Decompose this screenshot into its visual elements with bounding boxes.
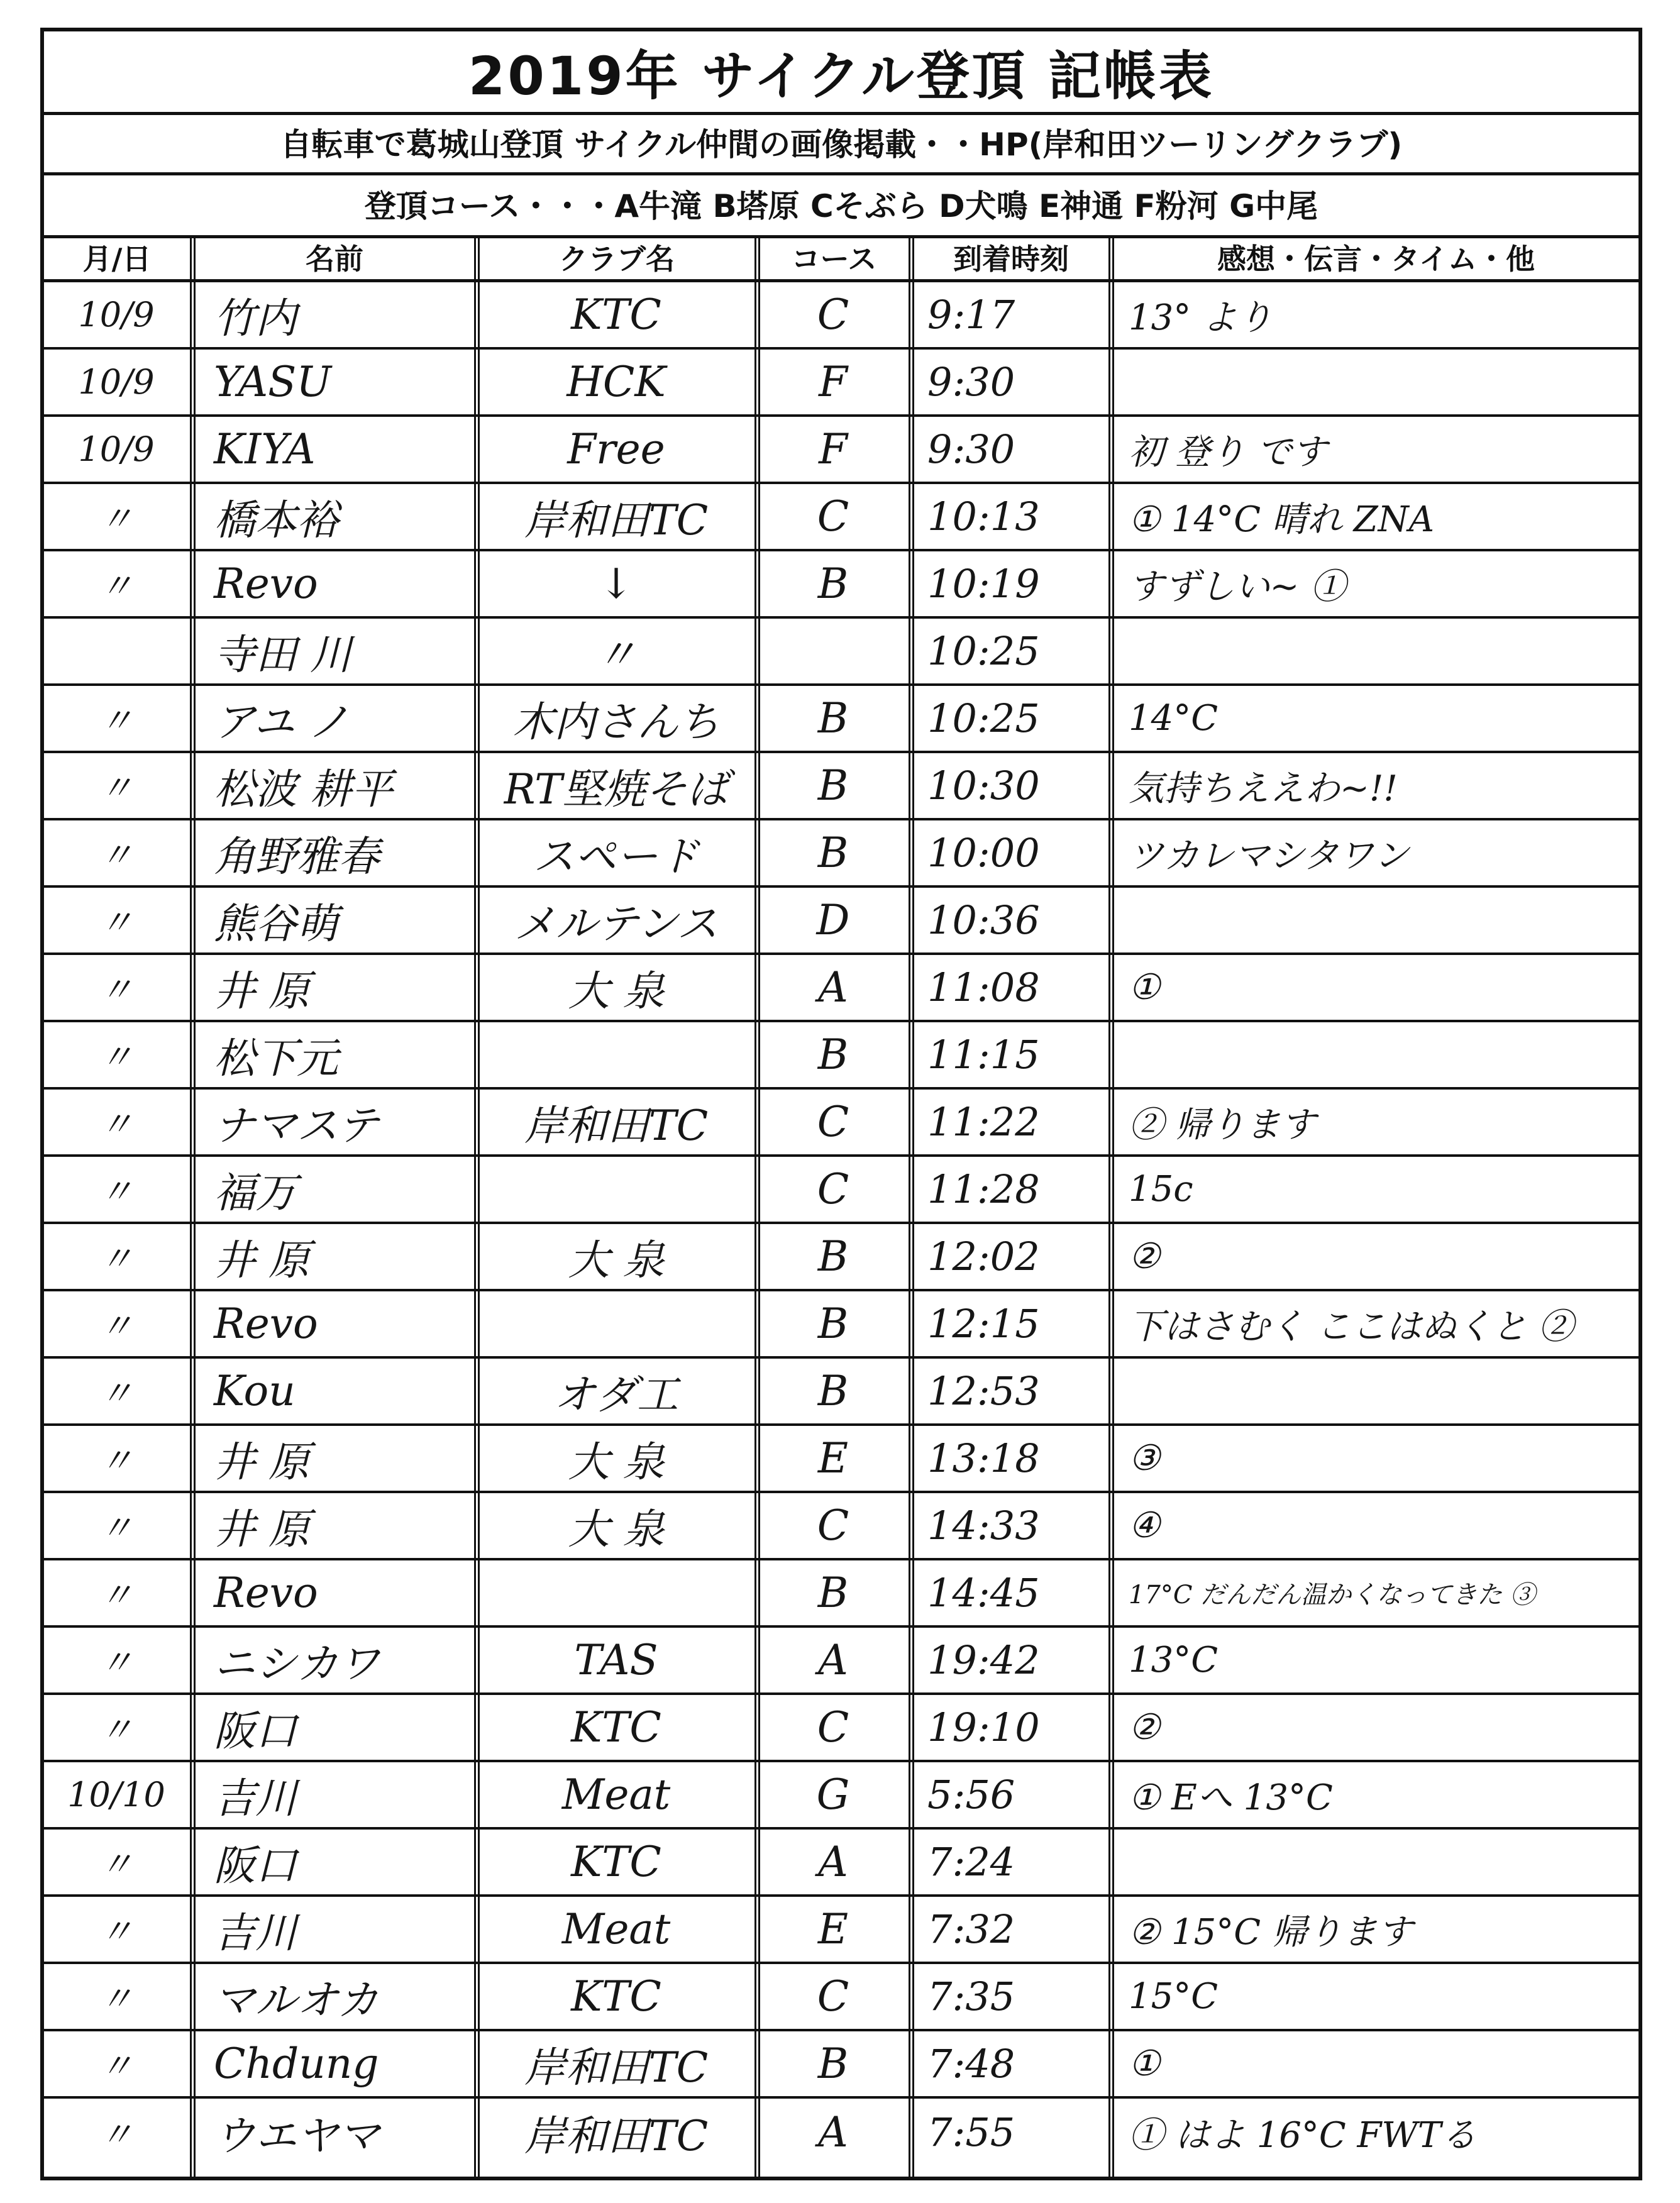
table-row xyxy=(44,350,1639,417)
entry-name: マルオカ xyxy=(214,1976,379,2024)
entry-date: 〃 xyxy=(99,1239,133,1279)
entry-arrival-time: 7:55 xyxy=(927,2109,1015,2155)
entry-course: B xyxy=(817,1300,849,1348)
entry-date: 〃 xyxy=(99,2115,133,2155)
table-body xyxy=(44,282,1639,2177)
entry-note: すずしい~ ① xyxy=(1129,566,1346,607)
entry-club: 岸和田TC xyxy=(524,496,709,544)
entry-date: 〃 xyxy=(99,701,133,741)
entry-club: 岸和田TC xyxy=(524,2112,709,2160)
table-row xyxy=(44,1560,1639,1628)
entry-arrival-time: 7:35 xyxy=(927,1974,1015,2019)
entry-course: B xyxy=(817,1232,849,1281)
entry-club: RT堅焼そば xyxy=(504,765,729,814)
entry-date: 〃 xyxy=(99,1710,133,1750)
entry-date: 〃 xyxy=(99,1845,133,1884)
entry-course: B xyxy=(817,1030,849,1079)
entry-club: KTC xyxy=(571,1703,661,1752)
entry-club: 大 泉 xyxy=(568,1505,665,1554)
entry-name: 井 原 xyxy=(214,1505,310,1554)
entry-date: 10/9 xyxy=(78,295,155,334)
entry-club: 大 泉 xyxy=(568,1236,665,1284)
entry-name: 橋本裕 xyxy=(214,496,338,544)
entry-club: 岸和田TC xyxy=(524,1102,709,1150)
table-row xyxy=(44,888,1639,955)
entry-note: 下はさむく ここはぬくと ② xyxy=(1129,1306,1574,1347)
entry-note: 13°C xyxy=(1129,1640,1219,1681)
entry-arrival-time: 12:53 xyxy=(927,1368,1040,1414)
sheet-subtitle: 自転車で葛城山登頂 サイクル仲間の画像掲載・・HP(岸和田ツーリングクラブ) xyxy=(44,112,1639,175)
entry-note: ① xyxy=(1129,2043,1161,2084)
entry-name: Revo xyxy=(214,560,318,608)
entry-arrival-time: 9:30 xyxy=(927,359,1015,405)
entry-course: F xyxy=(819,358,848,406)
table-row xyxy=(44,1830,1639,1897)
entry-date: 〃 xyxy=(99,1508,133,1548)
entry-club xyxy=(481,1291,751,1356)
table-row xyxy=(44,1157,1639,1224)
entry-date: 10/9 xyxy=(78,429,155,469)
table-row xyxy=(44,955,1639,1022)
entry-date: 10/9 xyxy=(78,362,155,402)
entry-date: 〃 xyxy=(99,566,133,606)
entry-course: A xyxy=(818,1838,848,1886)
entry-date: 10/10 xyxy=(67,1775,165,1814)
entry-name: YASU xyxy=(214,358,331,406)
entry-arrival-time: 14:45 xyxy=(927,1570,1040,1616)
entry-club: KTC xyxy=(571,290,661,339)
entry-date: 〃 xyxy=(99,1643,133,1682)
entry-date: 〃 xyxy=(99,1979,133,2019)
entry-club: スペード xyxy=(533,832,699,881)
entry-note xyxy=(1116,888,1650,952)
entry-arrival-time: 11:28 xyxy=(927,1166,1040,1212)
entry-name: 吉川 xyxy=(214,1774,297,1823)
table-row xyxy=(44,1762,1639,1830)
entry-course: G xyxy=(816,1770,850,1819)
entry-date: 〃 xyxy=(99,836,133,875)
table-row xyxy=(44,1022,1639,1090)
entry-arrival-time: 19:10 xyxy=(927,1704,1040,1750)
entry-arrival-time: 11:08 xyxy=(927,964,1040,1010)
entry-name: 阪口 xyxy=(214,1707,297,1755)
entry-name: 寺田 川 xyxy=(214,631,351,679)
entry-club: TAS xyxy=(574,1636,658,1684)
header-date: 月/日 xyxy=(82,242,152,276)
entry-course: B xyxy=(817,560,849,608)
entry-note: 気持ちええわ~!! xyxy=(1129,768,1398,809)
entry-course: B xyxy=(817,1367,849,1415)
table-row xyxy=(44,2099,1639,2166)
entry-note xyxy=(1116,1830,1650,1894)
table-row xyxy=(44,1359,1639,1426)
entry-note: ① Eへ 13°C xyxy=(1129,1777,1333,1818)
entry-note: ③ xyxy=(1129,1438,1161,1479)
table-row xyxy=(44,1090,1639,1157)
entry-club: Meat xyxy=(561,1905,671,1953)
entry-note xyxy=(1116,1022,1650,1087)
table-row xyxy=(44,1695,1639,1762)
table-row xyxy=(44,484,1639,551)
entry-arrival-time: 11:22 xyxy=(927,1099,1040,1145)
entry-note: 13° より xyxy=(1129,297,1273,338)
course-legend: 登頂コース・・・A牛滝 B塔原 Cそぶら D犬鳴 E神通 F粉河 G中尾 xyxy=(44,172,1639,238)
entry-name: 阪口 xyxy=(214,1841,297,1890)
sheet-title: 2019年 サイクル登頂 記帳表 xyxy=(44,31,1639,115)
entry-name: 吉川 xyxy=(214,1909,297,1957)
entry-date: 〃 xyxy=(99,970,133,1010)
entry-course: C xyxy=(817,1165,849,1213)
entry-course: F xyxy=(819,425,848,473)
entry-name: KIYA xyxy=(214,425,316,473)
entry-course: A xyxy=(818,2108,848,2156)
entry-name: 井 原 xyxy=(214,1236,310,1284)
entry-club: オダ工 xyxy=(554,1371,678,1419)
entry-name: ウエヤマ xyxy=(214,2112,380,2160)
table-row xyxy=(44,1628,1639,1695)
table-row xyxy=(44,619,1639,686)
table-row xyxy=(44,1964,1639,2031)
entry-club: メルテンス xyxy=(514,900,719,948)
log-table xyxy=(44,235,1639,2177)
entry-name: 熊谷萌 xyxy=(214,900,338,948)
entry-arrival-time: 9:30 xyxy=(927,426,1015,472)
entry-club: ↓ xyxy=(599,560,634,608)
entry-note: ① はよ 16°C FWTる xyxy=(1129,2114,1477,2156)
entry-note: ② 15°C 帰ります xyxy=(1129,1911,1413,1953)
entry-note: 初 登り です xyxy=(1129,431,1327,473)
entry-date: 〃 xyxy=(99,903,133,942)
entry-date: 〃 xyxy=(99,2046,133,2086)
entry-club: 大 泉 xyxy=(568,967,665,1015)
header-course: コース xyxy=(791,242,877,276)
entry-arrival-time: 7:48 xyxy=(927,2041,1015,2087)
entry-date: 〃 xyxy=(99,1441,133,1481)
entry-name: ナマステ xyxy=(214,1102,379,1150)
entry-note: ④ xyxy=(1129,1505,1161,1546)
entry-course: A xyxy=(818,963,848,1012)
table-row xyxy=(44,551,1639,619)
table-row xyxy=(44,686,1639,753)
table-row xyxy=(44,417,1639,484)
entry-name: 井 原 xyxy=(214,1438,310,1486)
entry-club: Meat xyxy=(561,1770,671,1819)
entry-arrival-time: 7:24 xyxy=(927,1839,1015,1885)
entry-course: C xyxy=(817,1972,849,2021)
entry-name: アユ ノ xyxy=(214,698,350,746)
entry-note xyxy=(1116,619,1650,683)
entry-arrival-time: 10:36 xyxy=(927,897,1040,943)
entry-note: ① 14°C 晴れ ZNA xyxy=(1129,499,1435,540)
entry-note: ② xyxy=(1129,1236,1161,1277)
entry-arrival-time: 19:42 xyxy=(927,1637,1040,1683)
entry-name: 松波 耕平 xyxy=(214,765,393,814)
entry-course: A xyxy=(818,1636,848,1684)
entry-date: 〃 xyxy=(99,1374,133,1413)
entry-note xyxy=(1116,1359,1650,1423)
entry-course: D xyxy=(816,896,850,944)
entry-course: C xyxy=(817,492,849,541)
header-arrival-time: 到着時刻 xyxy=(953,242,1069,276)
entry-name: 松下元 xyxy=(214,1034,338,1083)
entry-name: ニシカワ xyxy=(214,1640,380,1688)
entry-course: B xyxy=(817,829,849,877)
entry-date: 〃 xyxy=(99,1037,133,1077)
entry-note: ツカレマシタワン xyxy=(1129,835,1409,876)
entry-course: E xyxy=(817,1905,849,1953)
entry-club: Free xyxy=(567,425,665,473)
entry-club: 木内さんち xyxy=(512,698,720,746)
entry-note: ② 帰ります xyxy=(1129,1104,1316,1146)
entry-date: 〃 xyxy=(99,1172,133,1212)
entry-course: C xyxy=(817,1098,849,1146)
entry-note: ② xyxy=(1129,1707,1161,1748)
entry-club xyxy=(481,1022,751,1087)
table-row xyxy=(44,753,1639,820)
entry-name: 井 原 xyxy=(214,967,310,1015)
entry-arrival-time: 10:00 xyxy=(927,830,1040,876)
entry-club xyxy=(481,1157,751,1222)
entry-note: 15°C xyxy=(1129,1976,1219,2017)
entry-note: 17°C だんだん温かくなってきた ③ xyxy=(1129,1581,1535,1609)
table-row xyxy=(44,820,1639,888)
entry-arrival-time: 7:32 xyxy=(927,1906,1015,1952)
header-notes: 感想・伝言・タイム・他 xyxy=(1217,242,1535,276)
entry-arrival-time: 12:02 xyxy=(927,1234,1040,1279)
entry-date: 〃 xyxy=(99,1105,133,1144)
entry-note xyxy=(1116,350,1650,414)
entry-arrival-time: 12:15 xyxy=(927,1301,1040,1347)
entry-arrival-time: 11:15 xyxy=(927,1032,1040,1078)
entry-date: 〃 xyxy=(99,1912,133,1952)
entry-name: Kou xyxy=(214,1367,296,1415)
entry-arrival-time: 10:25 xyxy=(927,628,1040,674)
entry-course: B xyxy=(817,1569,849,1617)
entry-arrival-time: 9:17 xyxy=(927,292,1015,338)
entry-course: C xyxy=(817,290,849,339)
entry-note: ① xyxy=(1129,967,1161,1008)
table-row xyxy=(44,1493,1639,1560)
entry-course: C xyxy=(817,1501,849,1550)
table-header xyxy=(44,235,1639,282)
entry-club: KTC xyxy=(571,1972,661,2021)
entry-club: HCK xyxy=(566,358,666,406)
entry-date: 〃 xyxy=(99,1576,133,1615)
entry-note: 15c xyxy=(1129,1169,1193,1210)
entry-date xyxy=(50,619,182,683)
entry-club: 〃 xyxy=(595,631,637,679)
header-club: クラブ名 xyxy=(559,242,675,276)
entry-name: 福万 xyxy=(214,1169,297,1217)
table-row xyxy=(44,1897,1639,1964)
entry-course: E xyxy=(817,1434,849,1482)
entry-date: 〃 xyxy=(99,499,133,539)
entry-course: C xyxy=(817,1703,849,1752)
entry-name: 竹内 xyxy=(214,294,297,343)
registration-sheet xyxy=(40,28,1642,2180)
table-row xyxy=(44,282,1639,350)
entry-course: B xyxy=(817,2040,849,2088)
entry-arrival-time: 10:13 xyxy=(927,494,1040,539)
entry-name: 角野雅春 xyxy=(214,832,380,881)
entry-note: 14°C xyxy=(1129,698,1219,739)
entry-club xyxy=(481,1560,751,1625)
entry-arrival-time: 10:30 xyxy=(927,763,1040,809)
table-row xyxy=(44,1291,1639,1359)
entry-date: 〃 xyxy=(99,768,133,808)
entry-date: 〃 xyxy=(99,1306,133,1346)
header-name: 名前 xyxy=(306,242,363,276)
table-row xyxy=(44,2031,1639,2099)
entry-course: B xyxy=(817,761,849,810)
entry-arrival-time: 10:25 xyxy=(927,695,1040,741)
entry-arrival-time: 10:19 xyxy=(927,561,1040,607)
entry-club: KTC xyxy=(571,1838,661,1886)
table-row xyxy=(44,1426,1639,1493)
entry-course: B xyxy=(817,694,849,743)
entry-name: Revo xyxy=(214,1569,318,1617)
table-row xyxy=(44,1224,1639,1291)
entry-name: Chdung xyxy=(214,2040,379,2088)
entry-arrival-time: 14:33 xyxy=(927,1503,1040,1549)
entry-arrival-time: 13:18 xyxy=(927,1435,1040,1481)
entry-arrival-time: 5:56 xyxy=(927,1772,1015,1818)
entry-club: 岸和田TC xyxy=(524,2043,709,2092)
entry-club: 大 泉 xyxy=(568,1438,665,1486)
entry-name: Revo xyxy=(214,1300,318,1348)
entry-course xyxy=(761,619,905,683)
